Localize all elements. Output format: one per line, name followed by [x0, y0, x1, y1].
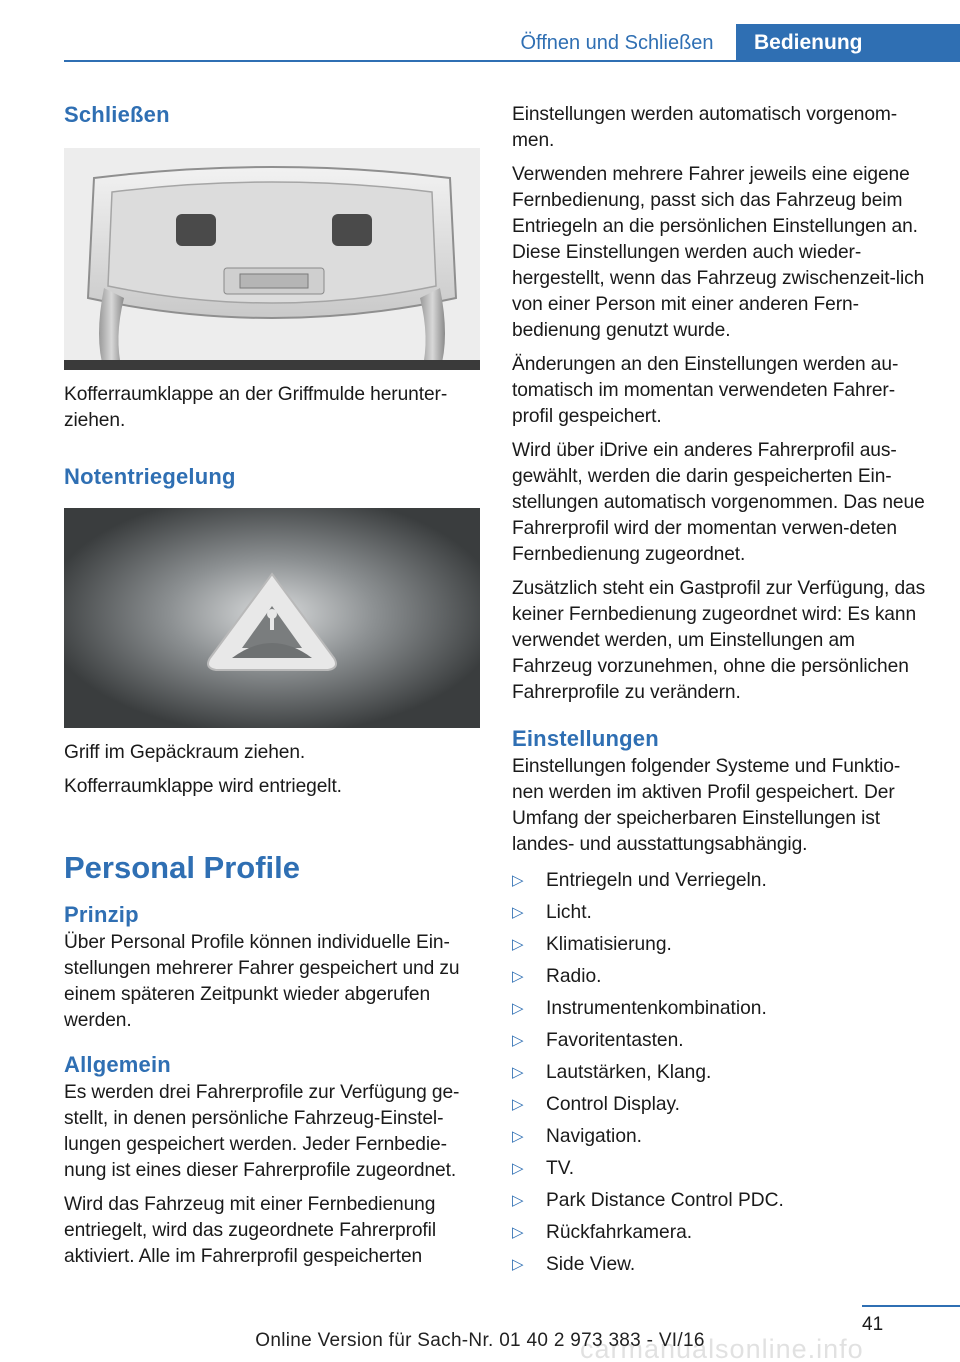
list-item: ▷ Entriegeln und Verriegeln. [512, 868, 928, 894]
settings-list [512, 868, 928, 1278]
triangle-bullet-icon: ▷ [512, 1096, 524, 1113]
triangle-bullet-icon: ▷ [512, 1160, 524, 1177]
header-chapter-tab: Bedienung [736, 24, 960, 62]
triangle-bullet-icon: ▷ [512, 1224, 524, 1241]
triangle-bullet-icon: ▷ [512, 1128, 524, 1145]
heading-einstellungen: Einstellungen [512, 726, 659, 751]
list-item: ▷ Instrumentenkombination. [512, 996, 928, 1022]
paragraph-allgemein-2: Wird das Fahrzeug mit einer Fernbedienung entriegelt, wird das zugeordnete Fahrerprofil aktiviert. Alle im Fahrerprofil gespeicherten [64, 1194, 436, 1267]
trunk-lid-drawing [64, 148, 480, 370]
list-item: ▷ Side View. [512, 1252, 928, 1278]
paragraph-gastprofil: Zusätzlich steht ein Gastprofil zur Verfügung, das keiner Fernbedienung zugeordnet wird: Es kann verwendet werden, um Einstellungen am Fahrzeug vorzunehmen, ohne die persönlichen Fahrerprofile zu verändern. [512, 578, 926, 703]
page-number: 41 [862, 1314, 884, 1335]
triangle-bullet-icon: ▷ [512, 1256, 524, 1273]
emergency-handle-drawing [64, 508, 480, 728]
left-column [64, 96, 480, 1270]
list-item: ▷ Licht. [512, 900, 928, 926]
footer-rule [862, 1305, 960, 1307]
list-item: ▷ Park Distance Control PDC. [512, 1188, 928, 1214]
paragraph-einstellungen: Einstellungen folgender Systeme und Funktio-nen werden im aktiven Profil gespeichert. Der Umfang der speicherbaren Einstellungen ist landes- und ausstattungsabhängig. [512, 756, 901, 855]
list-item: ▷ Klimatisierung. [512, 932, 928, 958]
header-rule [64, 60, 960, 62]
list-item: ▷ Control Display. [512, 1092, 928, 1118]
paragraph-allgemein-1: Es werden drei Fahrerprofile zur Verfügung ge-stellt, in denen persönliche Fahrzeug-Einstel-lungen gespeichert werden. Jeder Fernbedie-nung ist eines dieser Fahrerprofile zugeordnet. [64, 1082, 460, 1181]
heading-prinzip: Prinzip [64, 902, 139, 927]
triangle-bullet-icon: ▷ [512, 936, 524, 953]
triangle-bullet-icon: ▷ [512, 904, 524, 921]
heading-schliessen: Schließen [64, 102, 170, 127]
triangle-bullet-icon: ▷ [512, 1064, 524, 1081]
paragraph-schliessen: Kofferraumklappe an der Griffmulde herunter-ziehen. [64, 384, 448, 431]
triangle-bullet-icon: ▷ [512, 968, 524, 985]
paragraph-entriegelt: Kofferraumklappe wird entriegelt. [64, 776, 342, 797]
list-item: ▷ Radio. [512, 964, 928, 990]
emergency-release-photo [64, 508, 480, 728]
paragraph-mehrere-fahrer: Verwenden mehrere Fahrer jeweils eine eigene Fernbedienung, passt sich das Fahrzeug beim Entriegeln an die persönlichen Einstellungen an. Diese Einstellungen werden auch wieder-hergestellt, wenn das Fahrzeug zwischenzeit-lich von einer Person mit einer anderen Fern-bedienung genutzt wurde. [512, 164, 925, 341]
watermark-text: carmanualsonline.info [580, 1334, 864, 1362]
heading-notentriegelung: Notentriegelung [64, 464, 236, 489]
triangle-bullet-icon: ▷ [512, 872, 524, 889]
footer-online-version: Online Version für Sach-Nr. 01 40 2 973 383 - VI/16 [255, 1330, 705, 1351]
header-section-title: Öffnen und Schließen [520, 32, 714, 54]
paragraph-idrive: Wird über iDrive ein anderes Fahrerprofil aus-gewählt, werden die darin gespeicherten Ein-stellungen automatisch vorgenommen. Das neue Fahrerprofil wird der momentan verwen-deten Fernbedienung zugeordnet. [512, 440, 925, 565]
triangle-bullet-icon: ▷ [512, 1000, 524, 1017]
paragraph-continued: Einstellungen werden automatisch vorgenom-men. [512, 104, 898, 151]
paragraph-griff-ziehen: Griff im Gepäckraum ziehen. [64, 742, 306, 763]
list-item: ▷ Navigation. [512, 1124, 928, 1150]
paragraph-prinzip: Über Personal Profile können individuelle Ein-stellungen mehrerer Fahrer gespeichert und zu einem späteren Zeitpunkt wieder abgerufen werden. [64, 932, 460, 1031]
heading-allgemein: Allgemein [64, 1052, 171, 1077]
triangle-bullet-icon: ▷ [512, 1032, 524, 1049]
triangle-bullet-icon: ▷ [512, 1192, 524, 1209]
list-item: ▷ Rückfahrkamera. [512, 1220, 928, 1246]
heading-personal-profile: Personal Profile [64, 850, 301, 885]
list-item: ▷ Favoritentasten. [512, 1028, 928, 1054]
list-item: ▷ TV. [512, 1156, 928, 1182]
right-column [512, 96, 928, 1284]
list-item: ▷ Lautstärken, Klang. [512, 1060, 928, 1086]
paragraph-aenderungen: Änderungen an den Einstellungen werden au-tomatisch im momentan verwendeten Fahrer-profil gespeichert. [512, 354, 899, 427]
trunk-lid-illustration [64, 148, 480, 370]
